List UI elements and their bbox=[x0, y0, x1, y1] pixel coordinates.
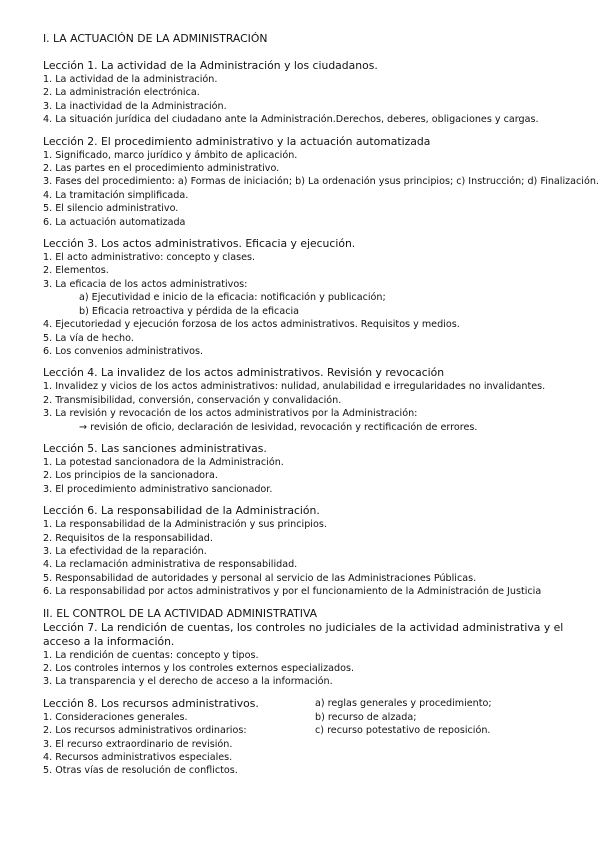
lesson-5-title: Lección 5. Las sanciones administrativas. bbox=[43, 441, 267, 455]
lesson-7-title: Lección 7. La rendición de cuentas, los controles no judiciales de la actividad administrativa y el acceso a la información. bbox=[43, 620, 564, 648]
document-page bbox=[43, 32, 599, 778]
list-item: 6. La actuación automatizada bbox=[43, 216, 186, 228]
sub-item: b) Eficacia retroactiva y pérdida de la eficacia bbox=[79, 305, 300, 317]
list-item: 1. Invalidez y vicios de los actos administrativos: nulidad, anulabilidad e irregularidades no invalidantes. bbox=[43, 381, 546, 393]
list-item: 4. Recursos administrativos especiales. bbox=[43, 752, 233, 764]
lesson-5 bbox=[43, 442, 573, 496]
lesson-1 bbox=[43, 59, 573, 127]
sub-item: a) Ejecutividad e inicio de la eficacia: notificación y publicación; bbox=[79, 292, 386, 304]
list-item: 1. Consideraciones generales. bbox=[43, 711, 188, 723]
lesson-3-title: Lección 3. Los actos administrativos. Eficacia y ejecución. bbox=[43, 237, 356, 251]
lesson-6 bbox=[43, 504, 573, 598]
sub-item: → revisión de oficio, declaración de lesividad, revocación y rectificación de errores. bbox=[79, 421, 478, 433]
list-item: 1. La rendición de cuentas: concepto y tipos. bbox=[43, 649, 259, 661]
list-item: 2. Requisitos de la responsabilidad. bbox=[43, 532, 213, 544]
sub-item: b) recurso de alzada; bbox=[315, 711, 417, 723]
sub-item: c) recurso potestativo de reposición. bbox=[315, 725, 491, 737]
list-item: 1. Significado, marco jurídico y ámbito de aplicación. bbox=[43, 149, 298, 161]
list-item: 5. El silencio administrativo. bbox=[43, 203, 179, 215]
list-item: 3. El procedimiento administrativo sancionador. bbox=[43, 483, 273, 495]
lesson-4-title: Lección 4. La invalidez de los actos administrativos. Revisión y revocación bbox=[43, 366, 445, 380]
list-item: 3. El recurso extraordinario de revisión. bbox=[43, 738, 233, 750]
list-item: 2. La administración electrónica. bbox=[43, 87, 200, 99]
section-2-title: II. EL CONTROL DE LA ACTIVIDAD ADMINISTRATIVA bbox=[43, 606, 318, 620]
list-item: 3. La eficacia de los actos administrativos: bbox=[43, 278, 248, 290]
list-item: 1. La actividad de la administración. bbox=[43, 74, 218, 85]
lesson-6-title: Lección 6. La responsabilidad de la Administración. bbox=[43, 504, 320, 518]
list-item: 3. La efectividad de la reparación. bbox=[43, 545, 207, 557]
list-item: 4. La reclamación administrativa de responsabilidad. bbox=[43, 559, 298, 571]
list-item: 1. El acto administrativo: concepto y clases. bbox=[43, 252, 256, 264]
list-item: 6. Los convenios administrativos. bbox=[43, 345, 204, 357]
list-item: 2. Elementos. bbox=[43, 265, 109, 277]
list-item: 4. Ejecutoriedad y ejecución forzosa de los actos administrativos. Requisitos y medios. bbox=[43, 319, 460, 331]
lesson-4 bbox=[43, 366, 573, 434]
list-item: 5. Responsabilidad de autoridades y personal al servicio de las Administraciones Públicas. bbox=[43, 572, 477, 584]
list-item: 2. Los controles internos y los controles externos especializados. bbox=[43, 663, 355, 674]
lesson-1-title: Lección 1. La actividad de la Administración y los ciudadanos. bbox=[43, 59, 378, 72]
list-item: 3. La transparencia y el derecho de acceso a la información. bbox=[43, 676, 333, 688]
section-1-title: I. LA ACTUACIÓN DE LA ADMINISTRACIÓN bbox=[43, 32, 268, 45]
list-item: 4. La tramitación simplificada. bbox=[43, 189, 189, 201]
lesson-3 bbox=[43, 237, 573, 358]
list-item: 1. La responsabilidad de la Administración y sus principios. bbox=[43, 519, 327, 531]
lesson-8 bbox=[43, 697, 573, 778]
list-item: 3. La inactividad de la Administración. bbox=[43, 100, 227, 112]
lesson-8-subitems bbox=[315, 697, 492, 738]
list-item: 5. La vía de hecho. bbox=[43, 332, 134, 344]
list-item: 1. La potestad sancionadora de la Administración. bbox=[43, 456, 284, 468]
list-item: 3. La revisión y revocación de los actos administrativos por la Administración: bbox=[43, 408, 418, 420]
lesson-8-title: Lección 8. Los recursos administrativos. bbox=[43, 696, 259, 710]
list-item: 5. Otras vías de resolución de conflictos. bbox=[43, 765, 238, 777]
lesson-2 bbox=[43, 134, 599, 229]
list-item: 2. Los principios de la sancionadora. bbox=[43, 470, 218, 482]
list-item: 6. La responsabilidad por actos administrativos y por el funcionamiento de la Administración de Justicia bbox=[43, 586, 542, 598]
sub-item: a) reglas generales y procedimiento; bbox=[315, 697, 492, 709]
lesson-2-title: Lección 2. El procedimiento administrativo y la actuación automatizada bbox=[43, 134, 431, 148]
lesson-7 bbox=[43, 621, 573, 689]
list-item: 2. Los recursos administrativos ordinarios: bbox=[43, 725, 247, 737]
list-item: 2. Las partes en el procedimiento administrativo. bbox=[43, 163, 280, 175]
list-item: 2. Transmisibilidad, conversión, conservación y convalidación. bbox=[43, 394, 342, 406]
list-item: 3. Fases del procedimiento: a) Formas de iniciación; b) La ordenación ysus principios; c) Instrucción; d) Finalización. bbox=[43, 176, 599, 188]
list-item: 4. La situación jurídica del ciudadano ante la Administración.Derechos, deberes, obligaciones y cargas. bbox=[43, 114, 539, 126]
